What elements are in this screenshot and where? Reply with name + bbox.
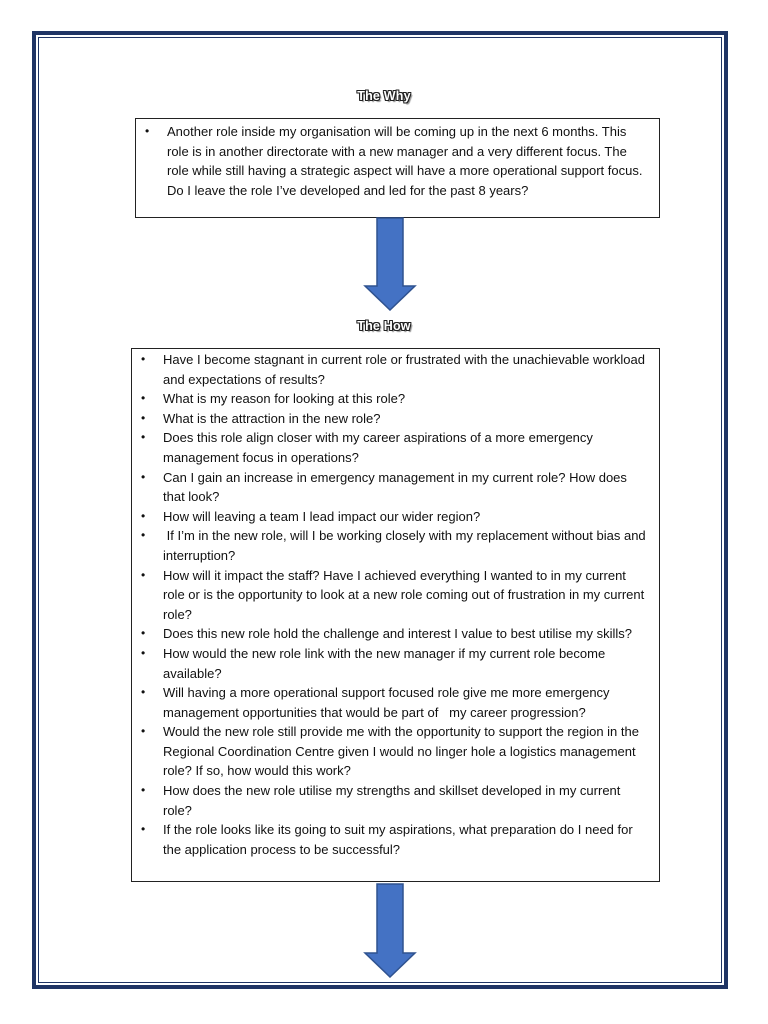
arrow-down-icon <box>363 883 417 978</box>
arrow-down-icon <box>363 217 417 311</box>
how-list-item <box>140 389 651 409</box>
bullet-icon: • <box>141 528 146 543</box>
bullet-icon: • <box>141 352 146 366</box>
bullet-icon: • <box>141 508 146 523</box>
why-bullet-list <box>144 122 647 200</box>
how-list-item <box>140 468 651 507</box>
heading-the-how: The How <box>357 319 411 333</box>
how-item-text: Will having a more operational support focused role give me more emergency management opportunities that would be part of my career progression? <box>163 685 614 720</box>
how-list-item <box>140 624 651 644</box>
how-list-item <box>140 526 651 565</box>
bullet-icon: • <box>141 645 146 660</box>
bullet-icon: • <box>141 626 146 641</box>
how-item-text: If I’m in the new role, will I be working closely with my replacement without bias and interruption? <box>163 528 650 563</box>
how-list-item <box>140 683 651 722</box>
how-item-text: Does this role align closer with my career aspirations of a more emergency management focus in operations? <box>163 430 597 465</box>
bullet-icon: • <box>141 685 146 700</box>
how-list-item <box>140 722 651 781</box>
heading-the-why: The Why <box>357 89 411 103</box>
how-item-text: How would the new role link with the new manager if my current role become available? <box>163 645 609 681</box>
how-list-item <box>140 409 651 429</box>
why-list-item <box>144 122 647 200</box>
how-item-text: What is my reason for looking at this role? <box>163 391 406 407</box>
why-box <box>135 118 660 218</box>
how-box <box>131 348 660 882</box>
how-list-item <box>140 781 651 820</box>
bullet-icon: • <box>141 469 146 484</box>
how-item-text: How does the new role utilise my strengths and skillset developed in my current role? <box>163 783 625 818</box>
bullet-icon: • <box>141 822 146 837</box>
how-item-text: How will it impact the staff? Have I achieved everything I wanted to in my current role or is the opportunity to look at a new role coming out of frustration in my current role? <box>163 567 648 622</box>
how-item-text: Can I gain an increase in emergency management in my current role? How does that look? <box>163 469 631 505</box>
how-item-text: If the role looks like its going to suit my aspirations, what preparation do I need for the application process to be successful? <box>163 822 637 857</box>
bullet-icon: • <box>141 567 146 582</box>
bullet-icon: • <box>141 430 146 445</box>
how-item-text: Have I become stagnant in current role or frustrated with the unachievable workload and expectations of results? <box>163 352 649 387</box>
bullet-icon: • <box>141 783 146 798</box>
how-list-item <box>140 820 651 859</box>
how-item-text: What is the attraction in the new role? <box>163 410 381 426</box>
how-list-item <box>140 428 651 467</box>
how-bullet-list <box>140 350 651 859</box>
how-item-text: Would the new role still provide me with the opportunity to support the region in the Regional Coordination Centre given I would no linger hole a logistics management role? If so, how would this work? <box>163 724 643 779</box>
bullet-icon: • <box>141 391 146 406</box>
how-list-item <box>140 566 651 625</box>
how-list-item <box>140 644 651 683</box>
how-item-text: How will leaving a team I lead impact our wider region? <box>163 508 481 524</box>
why-item-text: Another role inside my organisation will be coming up in the next 6 months. This role is in another directorate with a new manager and a very different focus. The role while still having a strategic aspect will have a more operational support focus. Do I leave the role I’ve developed and led for the past 8 years? <box>167 124 647 198</box>
bullet-icon: • <box>141 724 146 739</box>
how-list-item <box>140 507 651 527</box>
how-item-text: Does this new role hold the challenge and interest I value to best utilise my skills? <box>163 626 632 642</box>
how-list-item <box>140 350 651 389</box>
bullet-icon: • <box>145 124 150 138</box>
bullet-icon: • <box>141 410 146 425</box>
